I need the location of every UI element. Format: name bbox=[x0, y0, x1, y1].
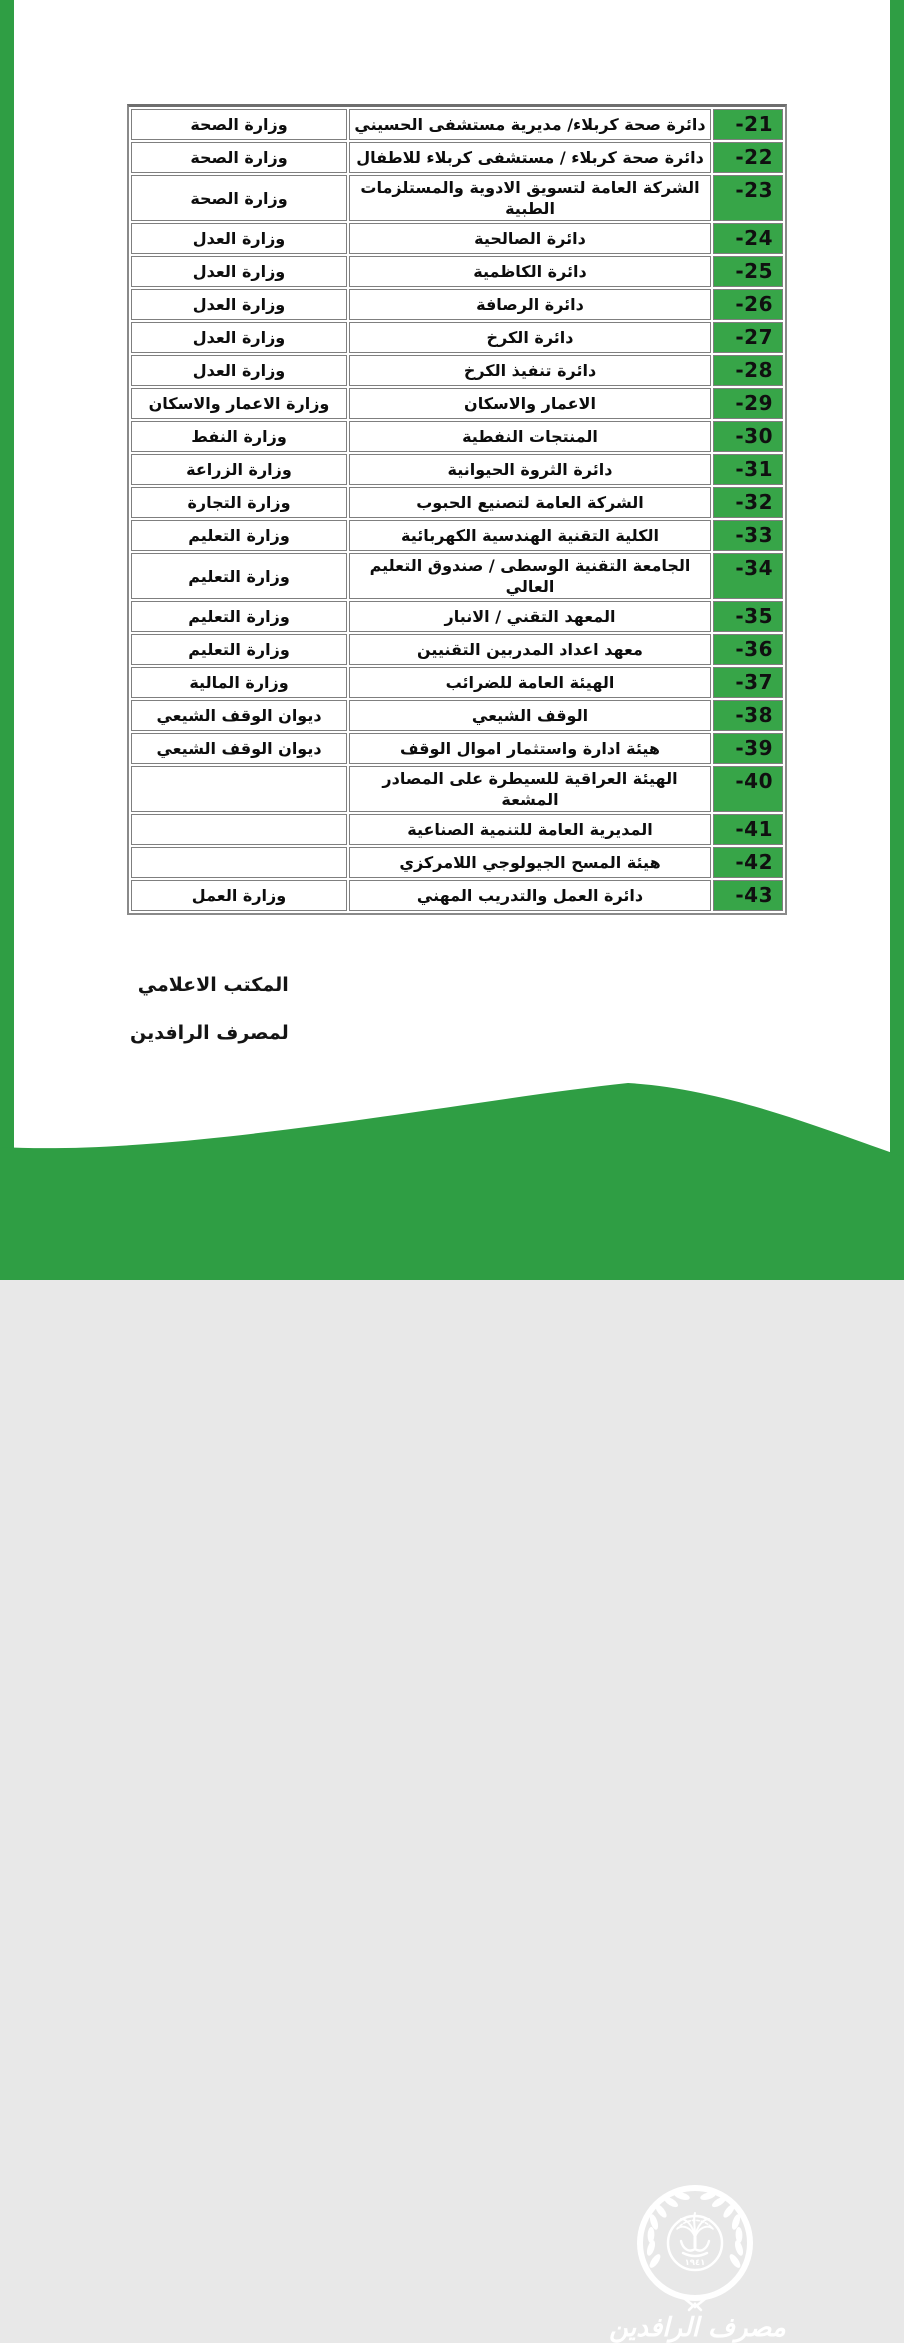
ministry-name-cell: وزارة العدل bbox=[131, 223, 347, 254]
entity-name-cell: معهد اعداد المدربين التقنيين bbox=[349, 634, 711, 665]
entity-name-cell: دائرة الكرخ bbox=[349, 322, 711, 353]
table-row bbox=[131, 454, 783, 485]
entity-name-cell: الشركة العامة لتصنيع الحبوب bbox=[349, 487, 711, 518]
entity-name-cell: دائرة تنفيذ الكرخ bbox=[349, 355, 711, 386]
table-row bbox=[131, 109, 783, 140]
bank-name-calligraphy: مصرف الرافدين bbox=[609, 2313, 786, 2343]
ministry-name-cell: وزارة التعليم bbox=[131, 520, 347, 551]
row-number-cell: -22 bbox=[713, 142, 783, 173]
row-number-cell: -28 bbox=[713, 355, 783, 386]
row-number-cell: -27 bbox=[713, 322, 783, 353]
row-number-cell: -24 bbox=[713, 223, 783, 254]
entity-name-cell: هيئة المسح الجيولوجي اللامركزي bbox=[349, 847, 711, 878]
entity-name-cell: الهيئة العامة للضرائب bbox=[349, 667, 711, 698]
ministry-name-cell: وزارة العدل bbox=[131, 322, 347, 353]
row-number-cell: -43 bbox=[713, 880, 783, 911]
table-row bbox=[131, 289, 783, 320]
entity-name-cell: المديرية العامة للتنمية الصناعية bbox=[349, 814, 711, 845]
table-row bbox=[131, 601, 783, 632]
ministry-name-cell: وزارة المالية bbox=[131, 667, 347, 698]
ministry-name-cell: وزارة العمل bbox=[131, 880, 347, 911]
rafidain-bank-logo bbox=[623, 2181, 767, 2321]
row-number-cell: -25 bbox=[713, 256, 783, 287]
logo-year-text: ١٩٤١ bbox=[684, 2258, 706, 2268]
entity-name-cell: الهيئة العراقية للسيطرة على المصادر المشعة bbox=[349, 766, 711, 812]
ministry-name-cell: وزارة التعليم bbox=[131, 553, 347, 599]
green-wave-shape bbox=[0, 1075, 904, 1280]
ministry-name-cell bbox=[131, 814, 347, 845]
entity-name-cell: الوقف الشيعي bbox=[349, 700, 711, 731]
ministry-name-cell: وزارة الاعمار والاسكان bbox=[131, 388, 347, 419]
entity-name-cell: المنتجات النفطية bbox=[349, 421, 711, 452]
row-number-cell: -40 bbox=[713, 766, 783, 812]
note-line-media-office: المكتب الاعلامي bbox=[137, 974, 289, 996]
ministry-name-cell: وزارة العدل bbox=[131, 355, 347, 386]
ministry-name-cell: وزارة الزراعة bbox=[131, 454, 347, 485]
ministry-name-cell: وزارة الصحة bbox=[131, 175, 347, 221]
entity-name-cell: دائرة الرصافة bbox=[349, 289, 711, 320]
ministry-name-cell: ديوان الوقف الشيعي bbox=[131, 700, 347, 731]
table-row bbox=[131, 847, 783, 878]
ministry-name-cell: وزارة الصحة bbox=[131, 142, 347, 173]
table-row bbox=[131, 880, 783, 911]
note-line-bank-name: لمصرف الرافدين bbox=[130, 1022, 289, 1044]
ministry-name-cell: وزارة التعليم bbox=[131, 601, 347, 632]
ministry-name-cell: وزارة الصحة bbox=[131, 109, 347, 140]
ministry-name-cell bbox=[131, 766, 347, 812]
row-number-cell: -33 bbox=[713, 520, 783, 551]
row-number-cell: -21 bbox=[713, 109, 783, 140]
table-row bbox=[131, 421, 783, 452]
ministry-name-cell: ديوان الوقف الشيعي bbox=[131, 733, 347, 764]
row-number-cell: -26 bbox=[713, 289, 783, 320]
entity-name-cell: الكلية التقنية الهندسية الكهربائية bbox=[349, 520, 711, 551]
row-number-cell: -42 bbox=[713, 847, 783, 878]
row-number-cell: -38 bbox=[713, 700, 783, 731]
row-number-cell: -34 bbox=[713, 553, 783, 599]
table-row bbox=[131, 553, 783, 599]
row-number-cell: -31 bbox=[713, 454, 783, 485]
entity-name-cell: الاعمار والاسكان bbox=[349, 388, 711, 419]
row-number-cell: -36 bbox=[713, 634, 783, 665]
table-row bbox=[131, 487, 783, 518]
row-number-cell: -32 bbox=[713, 487, 783, 518]
ministry-name-cell: وزارة التجارة bbox=[131, 487, 347, 518]
entity-name-cell: المعهد التقني / الانبار bbox=[349, 601, 711, 632]
row-number-cell: -30 bbox=[713, 421, 783, 452]
table-row bbox=[131, 322, 783, 353]
table-row bbox=[131, 520, 783, 551]
entity-name-cell: دائرة العمل والتدريب المهني bbox=[349, 880, 711, 911]
table-row bbox=[131, 388, 783, 419]
table-row bbox=[131, 667, 783, 698]
entity-name-cell: دائرة الصالحية bbox=[349, 223, 711, 254]
entity-name-cell: دائرة صحة كربلاء/ مديرية مستشفى الحسيني bbox=[349, 109, 711, 140]
ministry-name-cell: وزارة النفط bbox=[131, 421, 347, 452]
table-row bbox=[131, 700, 783, 731]
table-row bbox=[131, 142, 783, 173]
entity-name-cell: دائرة الثروة الحيوانية bbox=[349, 454, 711, 485]
table-row bbox=[131, 634, 783, 665]
ministry-name-cell: وزارة التعليم bbox=[131, 634, 347, 665]
entity-name-cell: دائرة الكاظمية bbox=[349, 256, 711, 287]
ministry-name-cell: وزارة العدل bbox=[131, 256, 347, 287]
entity-name-cell: الجامعة التقنية الوسطى / صندوق التعليم العالي bbox=[349, 553, 711, 599]
entities-table bbox=[127, 104, 787, 915]
ministry-name-cell bbox=[131, 847, 347, 878]
table-row bbox=[131, 223, 783, 254]
table-row bbox=[131, 175, 783, 221]
row-number-cell: -35 bbox=[713, 601, 783, 632]
row-number-cell: -29 bbox=[713, 388, 783, 419]
signature-note bbox=[130, 974, 289, 1044]
footer-banner bbox=[0, 1075, 904, 2343]
entity-name-cell: هيئة ادارة واستثمار اموال الوقف bbox=[349, 733, 711, 764]
entity-name-cell: الشركة العامة لتسويق الادوية والمستلزمات الطبية bbox=[349, 175, 711, 221]
row-number-cell: -23 bbox=[713, 175, 783, 221]
table-row bbox=[131, 814, 783, 845]
row-number-cell: -37 bbox=[713, 667, 783, 698]
table-row bbox=[131, 733, 783, 764]
entity-name-cell: دائرة صحة كربلاء / مستشفى كربلاء للاطفال bbox=[349, 142, 711, 173]
row-number-cell: -41 bbox=[713, 814, 783, 845]
table-row bbox=[131, 355, 783, 386]
table-row bbox=[131, 766, 783, 812]
row-number-cell: -39 bbox=[713, 733, 783, 764]
table-row bbox=[131, 256, 783, 287]
ministry-name-cell: وزارة العدل bbox=[131, 289, 347, 320]
